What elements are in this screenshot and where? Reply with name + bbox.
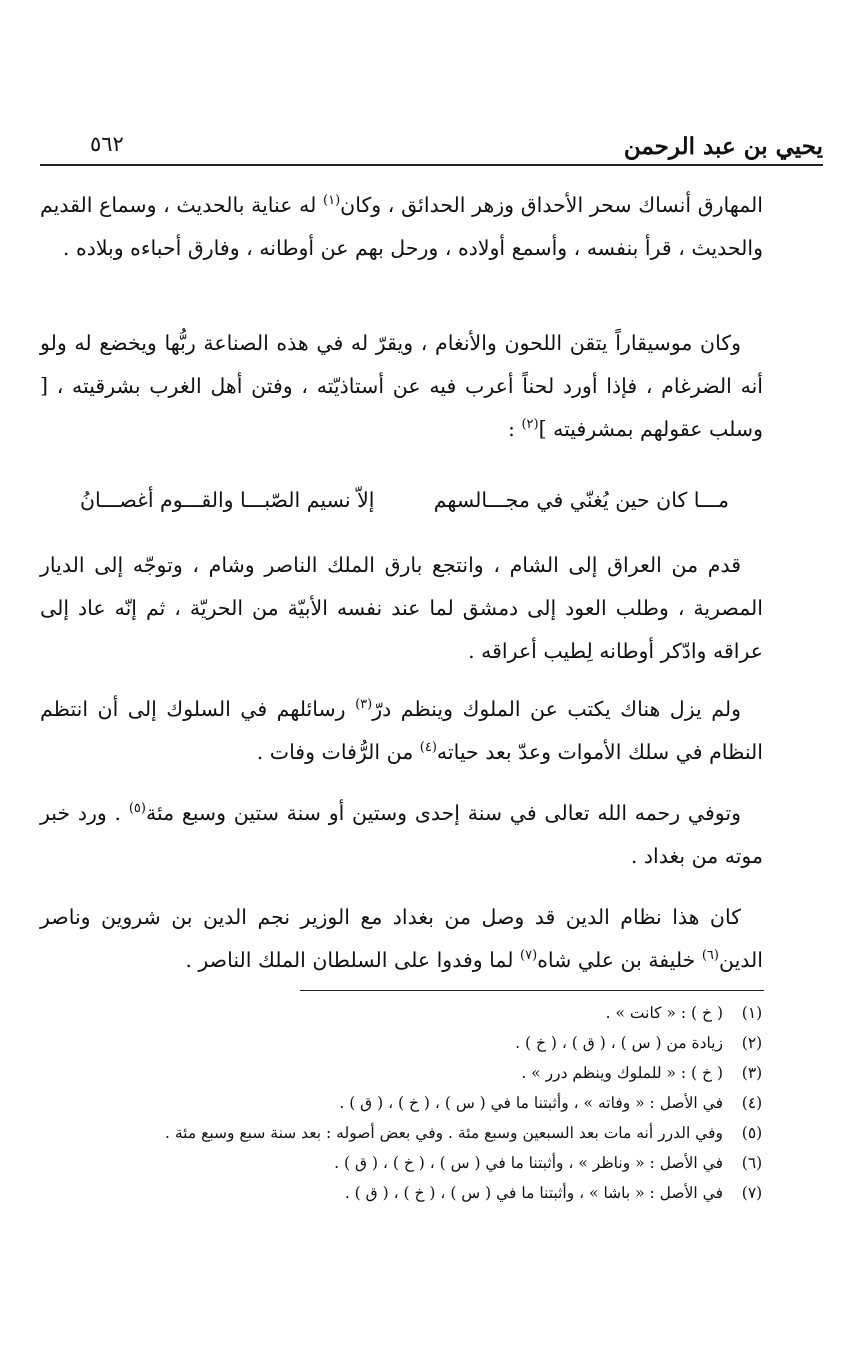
footnote-number: (٣)	[741, 1064, 763, 1082]
footnote-number: (١)	[741, 1004, 763, 1022]
footnote-ref: (١)	[323, 193, 341, 209]
footnote-number: (٧)	[741, 1184, 763, 1202]
footnote-text: في الأصل : « وفاته » ، وأثبتنا ما في ( س ) ، ( خ ) ، ( ق ) .	[339, 1094, 723, 1112]
paragraph-2	[40, 322, 763, 451]
paragraph-text: من الرُّفات وفات .	[256, 740, 420, 764]
footnote	[120, 1088, 763, 1118]
footnote-text: وفي الدرر أنه مات بعد السبعين وسبع مئة . وفي بعض أصوله : بعد سنة سبع وسبع مئة .	[165, 1124, 723, 1142]
footnote	[120, 1028, 763, 1058]
footnote	[120, 998, 763, 1028]
footnotes	[120, 998, 763, 1208]
paragraph-text: المهارق أنساك سحر الأحداق وزهر الحدائق ، وكان	[340, 193, 763, 217]
footnote-text: زيادة من ( س ) ، ( ق ) ، ( خ ) .	[515, 1034, 723, 1052]
footnote-ref: (٤)	[419, 740, 437, 756]
footnote	[120, 1148, 763, 1178]
footnote-ref: (٣)	[355, 697, 373, 713]
paragraph-text: قدم من العراق إلى الشام ، وانتجع بارق الملك الناصر وشام ، وتوجّه إلى الديار المصرية ، وطلب العود إلى دمشق لما عند نفسه الأبيّة من الحريّة ، ثم إنّه عاد إلى عراقه وادّكر أوطانه لِطيب أعراقه .	[40, 553, 763, 663]
footnote-text: ( خ ) : « كانت » .	[605, 1004, 723, 1022]
footnote-ref: (٢)	[521, 417, 539, 433]
footnote	[120, 1178, 763, 1208]
paragraph-4	[40, 688, 763, 774]
paragraph-5	[40, 792, 763, 878]
footnote-number: (٤)	[741, 1094, 763, 1112]
footnote-separator	[300, 990, 764, 991]
paragraph-6	[40, 896, 763, 982]
running-title: يحيي بن عبد الرحمن	[623, 133, 823, 160]
footnote-text: ( خ ) : « للملوك وينظم درر » .	[521, 1064, 723, 1082]
footnote-number: (٢)	[741, 1034, 763, 1052]
footnote-ref: (٦)	[701, 948, 719, 964]
verse-second-hemistich: إلاّ نسيم الصّبـــا والقـــوم أغصـــانُ	[80, 488, 375, 512]
paragraph-text: :	[508, 417, 522, 441]
footnote-number: (٦)	[741, 1154, 763, 1172]
verse-line	[60, 482, 729, 528]
verse-first-hemistich: مـــا كان حين يُغنّي في مجـــالسهم	[433, 488, 729, 512]
paragraph-text: كان هذا نظام الدين قد وصل من بغداد مع الوزير نجم الدين بن شروين وناصر الدين	[40, 905, 763, 972]
footnote	[120, 1118, 763, 1148]
paragraph-text: لما وفدوا على السلطان الملك الناصر .	[185, 948, 521, 972]
footnote	[120, 1058, 763, 1088]
paragraph-text: وكان موسيقاراً يتقن اللحون والأنغام ، ويقرّ له في هذه الصناعة ربُّها ويخضع له ولو أنه الضرغام ، فإذا أورد لحناً أعرب فيه عن أستاذيّته ، وفتن أهل الغرب بشرقيته ، [ وسلب عقولهم بمشرفيته ]	[40, 331, 763, 441]
page-number: ٥٦٢	[90, 132, 124, 156]
footnote-number: (٥)	[741, 1124, 763, 1142]
paragraph-text: ولم يزل هناك يكتب عن الملوك وينظم درّ	[372, 697, 741, 721]
footnote-ref: (٧)	[520, 948, 538, 964]
paragraph-text: وتوفي رحمه الله تعالى في سنة إحدى وستين أو سنة ستين وسبع مئة	[145, 801, 741, 825]
footnote-text: في الأصل : « باشا » ، وأثبتنا ما في ( س ) ، ( خ ) ، ( ق ) .	[344, 1184, 723, 1202]
paragraph-1	[40, 184, 763, 270]
paragraph-text: رسائلهم في السلوك إلى أن انتظم النظام في سلك الأموات وعدّ بعد حياته	[40, 697, 763, 764]
footnote-text: في الأصل : « وناظر » ، وأثبتنا ما في ( س ) ، ( خ ) ، ( ق ) .	[334, 1154, 723, 1172]
paragraph-text: خليفة بن علي شاه	[537, 948, 702, 972]
paragraph-3	[40, 544, 763, 673]
paragraph-text: . ورد خبر موته من بغداد .	[40, 801, 763, 868]
footnote-ref: (٥)	[128, 801, 146, 817]
paragraph-text: له عناية بالحديث ، وسماع القديم والحديث ، قرأ بنفسه ، وأسمع أولاده ، ورحل بهم عن أوطانه ، وفارق أحباءه وبلاده .	[40, 193, 763, 260]
running-head	[40, 118, 823, 166]
